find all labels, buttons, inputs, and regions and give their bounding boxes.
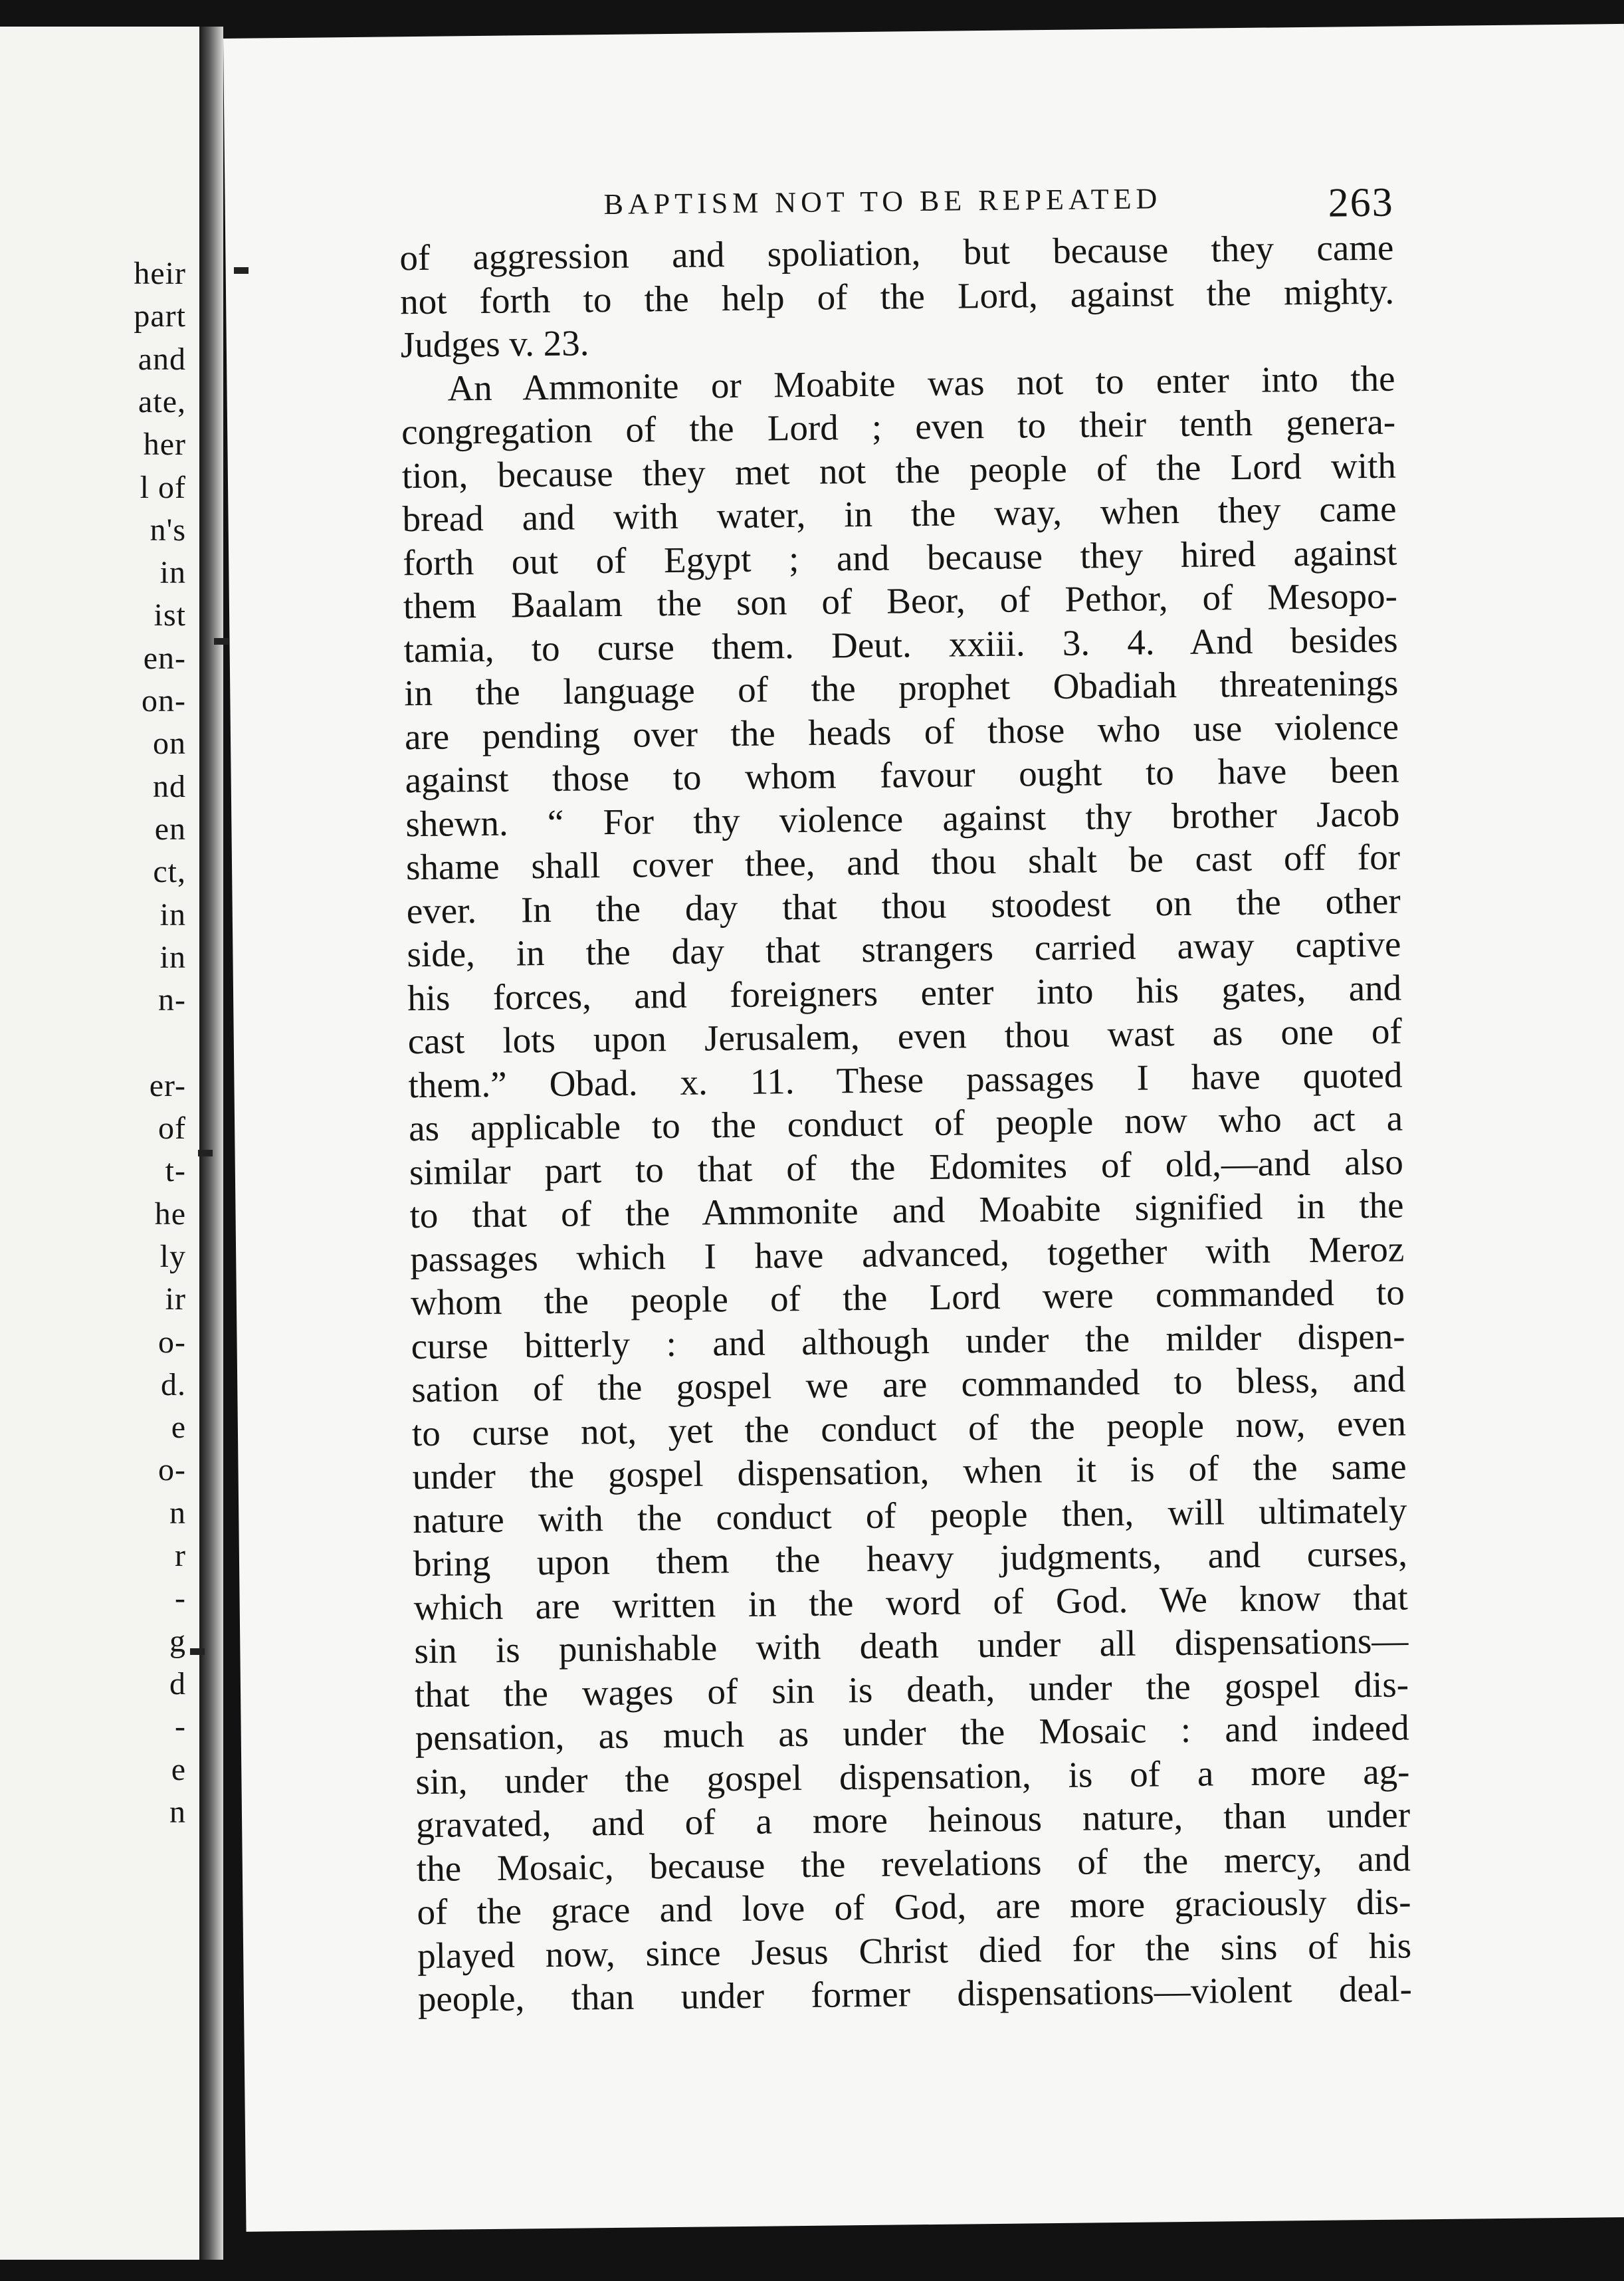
facing-page-text-fragment: ist xyxy=(153,597,186,633)
facing-page-text-fragment: in xyxy=(159,939,186,975)
text-line: not forth to the help of the Lord, against the mighty. xyxy=(399,271,1395,322)
facing-page-text-fragment: of xyxy=(158,1111,186,1146)
text-line: that the wages of sin is death, under the gospel dis- xyxy=(414,1663,1409,1715)
page-number: 263 xyxy=(1328,179,1395,226)
facing-page-text-fragment: t- xyxy=(165,1153,186,1189)
facing-page-text-fragment: n's xyxy=(150,512,186,548)
text-line: them.” Obad. x. 11. These passages I have quoted xyxy=(408,1054,1403,1105)
text-line: against those to whom favour ought to have been xyxy=(405,749,1399,801)
facing-page-text-fragment: heir xyxy=(134,256,186,291)
binding-mark xyxy=(234,267,249,274)
facing-page-text-fragment: and xyxy=(138,341,186,377)
facing-page-text-fragment: her xyxy=(143,427,186,463)
facing-page-text-fragment: he xyxy=(154,1196,186,1232)
binding-mark xyxy=(214,638,229,645)
text-line: passages which I have advanced, together with Meroz xyxy=(409,1228,1405,1279)
facing-page-text-fragment: ir xyxy=(165,1281,186,1317)
text-line: curse bitterly : and although under the milder dispen- xyxy=(411,1315,1405,1366)
text-line: side, in the day that strangers carried away captive xyxy=(407,923,1401,975)
text-line: sin, under the gospel dispensation, is of a more ag- xyxy=(415,1750,1410,1802)
facing-page-text-fragment: er- xyxy=(149,1067,186,1103)
binding-mark xyxy=(198,1150,213,1156)
facing-page-text-fragment: on xyxy=(153,726,186,762)
text-line: sin is punishable with death under all dispensations— xyxy=(414,1620,1409,1672)
facing-page-text-fragment: ly xyxy=(159,1238,186,1274)
text-line: people, than under former dispensations—violent deal- xyxy=(417,1968,1413,2020)
text-line: to curse not, yet the conduct of the people now, even xyxy=(411,1402,1407,1454)
facing-page-text-fragment: en xyxy=(154,811,186,847)
text-line: of aggression and spoliation, but because they came xyxy=(399,227,1394,278)
facing-page-text-fragment: en- xyxy=(143,640,186,676)
text-line: are pending over the heads of those who use violence xyxy=(404,706,1399,757)
text-line: as applicable to the conduct of people now who act a xyxy=(408,1097,1403,1149)
facing-page-text-fragment: - xyxy=(175,1709,186,1745)
body-text xyxy=(399,226,1412,2021)
book-page xyxy=(223,24,1624,2232)
facing-page-text-fragment: ct, xyxy=(153,854,186,890)
text-line: shame shall cover thee, and thou shalt be cast off for xyxy=(405,836,1401,888)
facing-page-fragment xyxy=(0,27,203,2260)
text-line: whom the people of the Lord were commanded to xyxy=(410,1271,1405,1323)
text-line: his forces, and foreigners enter into his gates, and xyxy=(407,967,1402,1018)
facing-page-text-fragment: - xyxy=(175,1580,186,1616)
text-line: bread and with water, in the way, when they came xyxy=(402,488,1397,540)
text-line: shewn. “ For thy violence against thy brother Jacob xyxy=(405,793,1400,844)
text-line: congregation of the Lord ; even to their tenth genera- xyxy=(401,401,1396,453)
text-line: sation of the gospel we are commanded to bless, and xyxy=(411,1358,1406,1410)
facing-page-text-fragment: l of xyxy=(140,469,186,505)
text-line: An Ammonite or Moabite was not to enter into the xyxy=(447,358,1395,408)
facing-page-text-fragment: nd xyxy=(153,768,186,804)
facing-page-text-fragment: e xyxy=(171,1410,186,1446)
text-line: cast lots upon Jerusalem, even thou wast as one of xyxy=(407,1010,1403,1062)
facing-page-text-fragment: n xyxy=(169,1794,186,1830)
facing-page-text-fragment: in xyxy=(159,897,186,932)
facing-page-text-fragment: e xyxy=(171,1751,186,1787)
text-line: to that of the Ammonite and Moabite signified in the xyxy=(409,1184,1404,1236)
text-line: forth out of Egypt ; and because they hired against xyxy=(402,532,1397,583)
text-line: under the gospel dispensation, when it is of the same xyxy=(412,1446,1407,1497)
text-line: ever. In the day that thou stoodest on the other xyxy=(406,880,1401,931)
facing-page-text-fragment: on- xyxy=(142,683,186,718)
facing-page-text-fragment: o- xyxy=(158,1324,186,1360)
facing-page-text-fragment: n xyxy=(169,1495,186,1531)
text-line: in the language of the prophet Obadiah threatenings xyxy=(404,662,1399,714)
text-line: similar part to that of the Edomites of old,—and also xyxy=(409,1140,1404,1192)
facing-page-text-fragment: o- xyxy=(158,1452,186,1488)
facing-page-text-fragment: in xyxy=(159,555,186,591)
text-line: bring upon them the heavy judgments, and curses, xyxy=(413,1533,1408,1584)
facing-page-text-fragment: d. xyxy=(161,1366,186,1402)
text-line: gravated, and of a more heinous nature, than under xyxy=(415,1794,1411,1846)
binding-mark xyxy=(190,1648,205,1655)
facing-page-text-fragment: g xyxy=(169,1623,186,1659)
text-line: Judges v. 23. xyxy=(400,322,589,366)
text-line: played now, since Jesus Christ died for the sins of his xyxy=(417,1924,1412,1976)
facing-page-text-fragment: ate, xyxy=(138,383,186,419)
text-line: tion, because they met not the people of the Lord with xyxy=(401,445,1397,496)
text-line: of the grace and love of God, are more graciously dis- xyxy=(417,1881,1411,1933)
facing-page-text-fragment: n- xyxy=(158,982,186,1018)
text-line: which are written in the word of God. We know that xyxy=(413,1576,1408,1628)
text-line: pensation, as much as under the Mosaic : and indeed xyxy=(415,1707,1410,1759)
running-head: BAPTISM NOT TO BE REPEATED xyxy=(603,182,1162,221)
binding-gutter xyxy=(199,27,223,2260)
text-line: nature with the conduct of people then, will ultimately xyxy=(413,1489,1407,1541)
text-line: tamia, to curse them. Deut. xxiii. 3. 4. And besides xyxy=(403,619,1398,670)
facing-page-text-fragment: part xyxy=(134,298,186,334)
text-line: the Mosaic, because the revelations of the mercy, and xyxy=(416,1837,1411,1889)
text-line: them Baalam the son of Beor, of Pethor, of Mesopo- xyxy=(403,575,1398,627)
facing-page-text-fragment: d xyxy=(169,1666,186,1701)
facing-page-text-fragment: r xyxy=(175,1538,186,1573)
